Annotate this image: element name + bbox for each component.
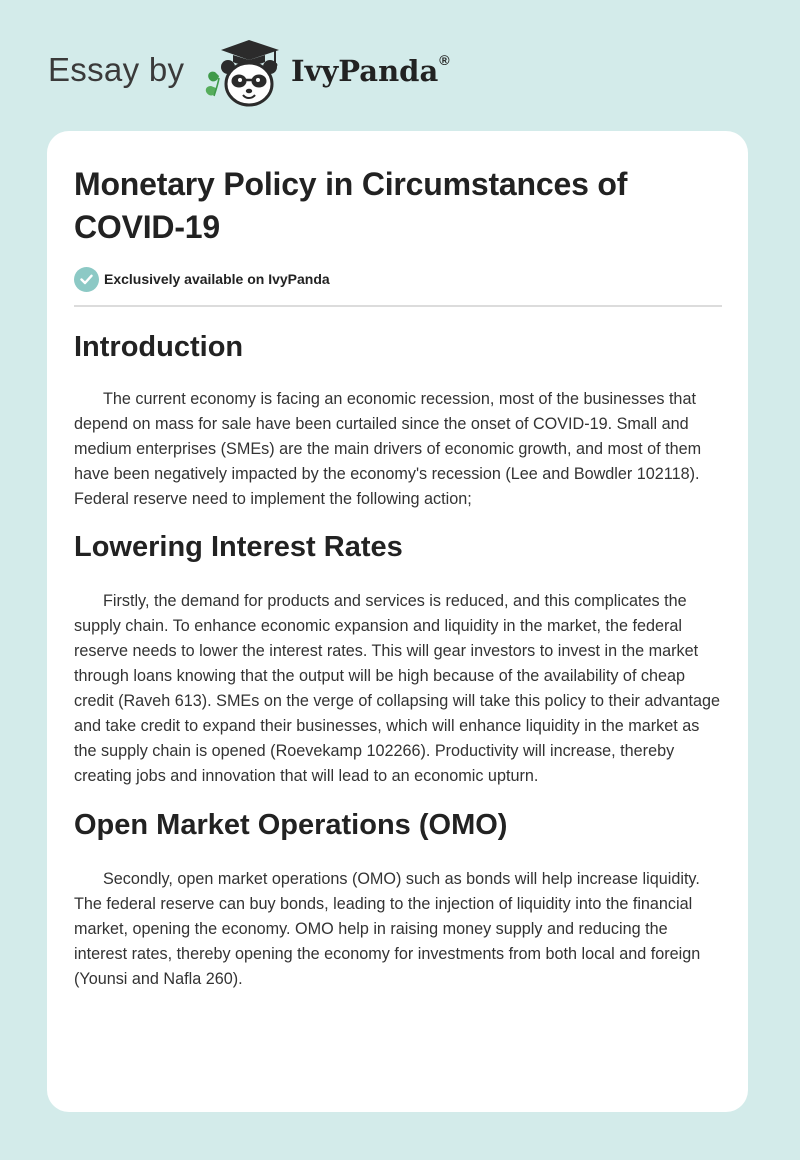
registered-mark: ® <box>439 52 450 68</box>
divider <box>74 305 722 307</box>
brand-name: IvyPanda® <box>291 52 450 88</box>
check-icon <box>74 267 99 292</box>
section-body-lowering-interest-rates: Firstly, the demand for products and services is reduced, and this complicates the supply chain. To enhance economic expansion and liquidity in the market, the federal reserve needs to lower the interest rates. This will gear investors to invest in the market through loans knowing that the output will be high because of the availability of cheap credit (Raveh 613). SMEs on the verge of collapsing will take this policy to their advantage and take credit to expand their businesses, which will enhance liquidity in the market as the supply chain is opened (Roevekamp 102266). Productivity will increase, thereby creating jobs and innovation that will lead to an economic upturn. <box>74 592 721 785</box>
panda-logo-icon <box>201 34 297 108</box>
exclusive-badge <box>74 265 722 293</box>
section-heading-open-market-operations: Open Market Operations (OMO) <box>74 809 508 841</box>
brand-prefix: Essay by <box>48 51 185 88</box>
section-body-introduction: The current economy is facing an economic recession, most of the businesses that depend on mass for sale have been curtailed since the onset of COVID-19. Small and medium enterprises (SMEs) are the main drivers of economic growth, and most of them have been negatively impacted by the economy's recession (Lee and Bowdler 102118). Federal reserve need to implement the following action; <box>74 390 702 508</box>
section-heading-lowering-interest-rates: Lowering Interest Rates <box>74 531 403 563</box>
section-body-open-market-operations: Secondly, open market operations (OMO) such as bonds will help increase liquidity. The federal reserve can buy bonds, leading to the injection of liquidity into the financial market, opening the economy. OMO help in raising money supply and reducing the interest rates, thereby opening the economy for investments from both local and foreign (Younsi and Nafla 260). <box>74 870 701 988</box>
article-card <box>47 131 748 1112</box>
badge-text: Exclusively available on IvyPanda <box>104 271 330 287</box>
section-heading-introduction: Introduction <box>74 331 244 363</box>
page-title: Monetary Policy in Circumstances of COVID-19 <box>74 166 628 245</box>
brand-header[interactable] <box>48 34 468 108</box>
